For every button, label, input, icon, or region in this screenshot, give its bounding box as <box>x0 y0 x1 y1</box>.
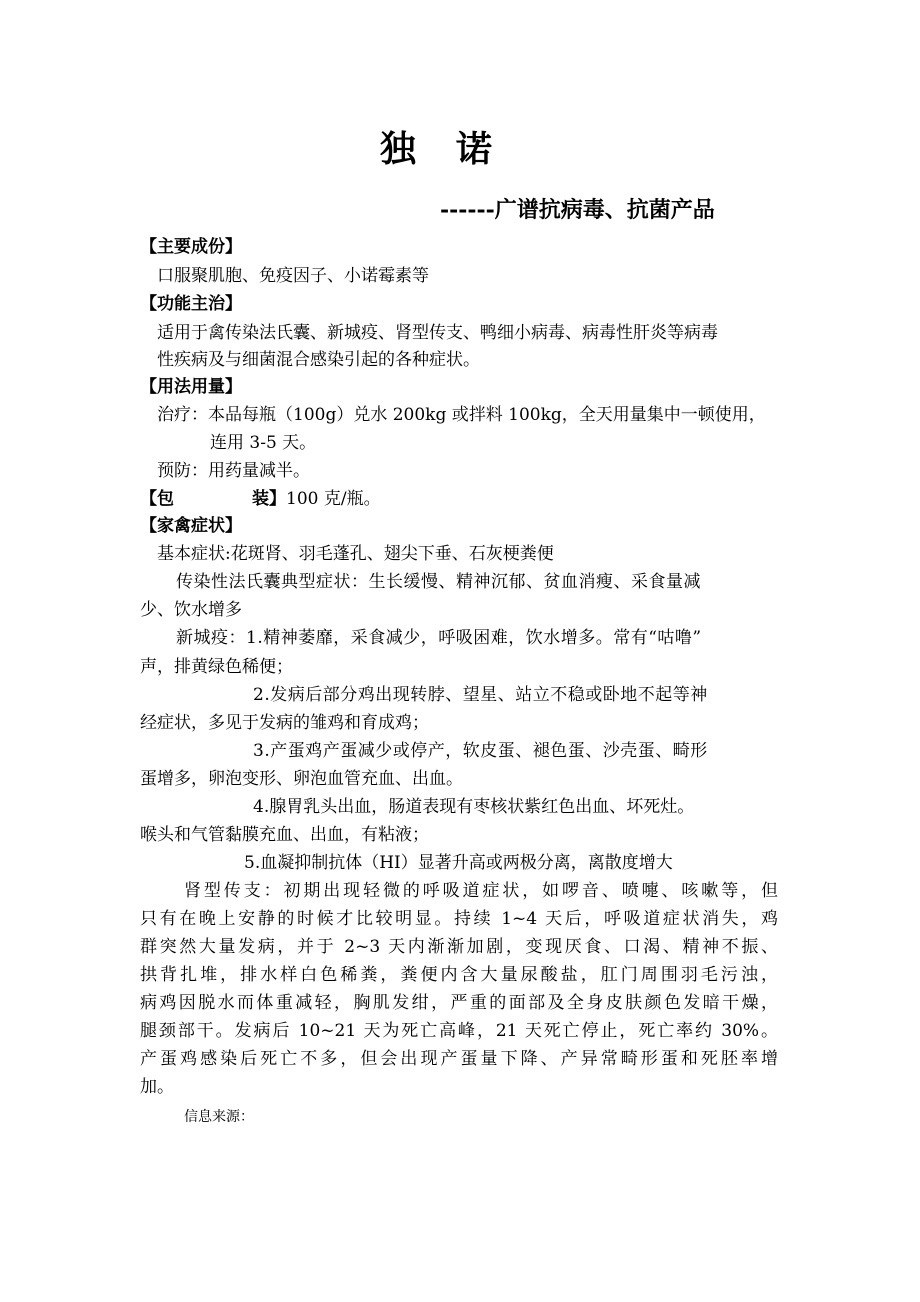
nd-item-5: 5.血凝抑制抗体（HI）显著升高或两极分离，离散度增大 <box>244 853 673 873</box>
indications-line-2: 性疾病及与细菌混合感染引起的各种症状。 <box>157 350 480 370</box>
nd-item-1-line-2: 声，排黄绿色稀便； <box>140 657 293 677</box>
packaging-value: 100 克/瓶。 <box>286 489 381 509</box>
kidney-line-7: 产蛋鸡感染后死亡不多，但会出现产蛋量下降、产异常畸形蛋和死胚率增 <box>140 1049 778 1069</box>
ingredients-header: 【主要成份】 <box>140 237 242 257</box>
kidney-line-5: 病鸡因脱水而体重减轻，胸肌发绀，严重的面部及全身皮肤颜色发暗干燥， <box>140 993 778 1013</box>
symptoms-basic: 基本症状:花斑肾、羽毛蓬孔、翅尖下垂、石灰梗粪便 <box>157 544 554 564</box>
info-source: 信息来源： <box>184 1109 254 1125</box>
product-title <box>380 126 492 172</box>
dosage-treatment-line-1: 治疗：本品每瓶（100g）兑水 200kg 或拌料 100kg，全天用量集中一顿使用， <box>157 405 766 425</box>
kidney-line-3: 群突然大量发病，并于 2~3 天内渐渐加剧，变现厌食、口渴、精神不振、 <box>140 937 778 957</box>
dosage-treatment-line-2: 连用 3-5 天。 <box>210 433 317 453</box>
symptoms-header: 【家禽症状】 <box>140 516 242 536</box>
indications-header: 【功能主治】 <box>140 294 242 314</box>
dosage-header: 【用法用量】 <box>140 377 242 397</box>
kidney-line-2: 只有在晚上安静的时候才比较明显。持续 1~4 天后，呼吸道症状消失，鸡 <box>140 909 778 929</box>
packaging-header-open: 【包 <box>140 489 174 509</box>
ingredients-text: 口服聚肌胞、免疫因子、小诺霉素等 <box>157 266 429 286</box>
nd-item-4-line-1: 4.腺胃乳头出血，肠道表现有枣核状紫红色出血、坏死灶。 <box>253 797 695 817</box>
title-char-1: 独 <box>380 128 417 170</box>
packaging-header-close: 装】 <box>252 489 286 509</box>
kidney-line-1: 肾型传支：初期出现轻微的呼吸道症状，如啰音、喷嚏、咳嗽等，但 <box>184 881 778 901</box>
kidney-line-4: 拱背扎堆，排水样白色稀粪，粪便内含大量尿酸盐，肛门周围羽毛污浊， <box>140 965 778 985</box>
packaging-line <box>140 488 381 510</box>
ibd-line-1: 传染性法氏囊典型症状：生长缓慢、精神沉郁、贫血消瘦、采食量减 <box>176 572 701 592</box>
ibd-line-2: 少、饮水增多 <box>140 600 242 620</box>
nd-item-2-line-1: 2.发病后部分鸡出现转脖、望星、站立不稳或卧地不起等神 <box>253 685 708 705</box>
dosage-prevention: 预防：用药量减半。 <box>157 461 310 481</box>
title-char-2: 诺 <box>456 128 493 170</box>
nd-item-4-line-2: 喉头和气管黏膜充血、出血，有粘液； <box>140 825 429 845</box>
indications-line-1: 适用于禽传染法氏囊、新城疫、肾型传支、鸭细小病毒、病毒性肝炎等病毒 <box>157 323 718 343</box>
nd-item-1-line-1: 新城疫：1.精神萎靡，采食减少，呼吸困难，饮水增多。常有“咕噜” <box>176 628 702 648</box>
nd-item-3-line-2: 蛋增多，卵泡变形、卵泡血管充血、出血。 <box>140 769 463 789</box>
product-subtitle: ------广谱抗病毒、抗菌产品 <box>440 197 715 223</box>
nd-item-3-line-1: 3.产蛋鸡产蛋减少或停产，软皮蛋、褪色蛋、沙壳蛋、畸形 <box>253 741 708 761</box>
nd-item-2-line-2: 经症状，多见于发病的雏鸡和育成鸡； <box>140 713 429 733</box>
kidney-line-8: 加。 <box>140 1077 174 1097</box>
kidney-line-6: 腿颈部干。发病后 10~21 天为死亡高峰，21 天死亡停止，死亡率约 30%。 <box>140 1021 778 1041</box>
